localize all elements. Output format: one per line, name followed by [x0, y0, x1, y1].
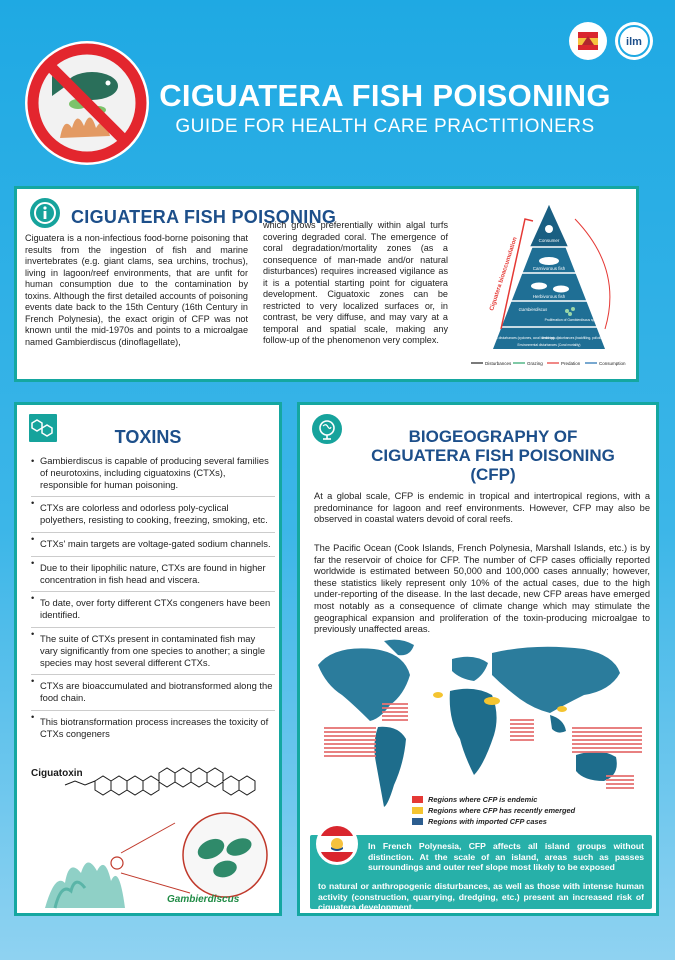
- legend-disturbances: Disturbances: [485, 361, 512, 366]
- svg-text:ilm: ilm: [626, 36, 642, 48]
- gambierdiscus-label: Gambierdiscus: [167, 894, 240, 905]
- list-item: • Due to their lipophilic nature, CTXs are found in higher concentration in fish head and viscera.: [31, 556, 275, 586]
- pyramid-carnivore-label: Carnivorous fish: [532, 266, 566, 271]
- pyramid-environment-label: Environmental disturbances (Coral mortality): [517, 343, 581, 347]
- pyramid-gambierdiscus-label: Gambierdiscus: [518, 307, 548, 312]
- french-polynesia-text-a: In French Polynesia, CFP affects all island groups without distinction. At the scale of an island, areas such as passes surroundings and outer reef slope most likely to be exposed: [368, 841, 644, 872]
- intro-text-col2: which grows preferentially within algal turfs covering degraded coral. The emergence of coral degradation/mortality zones (as a consequence of man-made and/or natural disturbances) requires increased vigilance as it is a potential starting point for ciguatera development. Ciguatoxic zones can be restricted to very localized surfaces or, in contrast, be very diffuse, and may vary at a temporal and spatial scale, making any follow-up of the phenomenon very complex.: [263, 220, 448, 345]
- french-polynesia-emblem-icon: [569, 22, 607, 60]
- ciguatoxin-label: Ciguatoxin: [31, 768, 83, 779]
- info-icon: [27, 195, 63, 231]
- biogeography-panel: [297, 402, 659, 916]
- legend-grazing: Grazing: [527, 361, 543, 366]
- french-polynesia-box: [310, 835, 652, 912]
- pyramid-proliferation-label: Proliferation of Gambierdiscus spp.: [544, 318, 598, 322]
- french-polynesia-text-b: to natural or anthropogenic disturbances, as well as those with intense human activity (construction, quarrying, dredging, etc.) present an increased risk of ciguatera development.: [318, 881, 644, 912]
- list-item: • Gambierdiscus is capable of producing several families of neurotoxins, including ciguatoxins (CTXs), responsible for human poisoning.: [31, 455, 275, 490]
- biogeography-title: BIOGEOGRAPHY OF CIGUATERA FISH POISONING (CFP): [371, 427, 615, 484]
- toxins-title: TOXINS: [114, 427, 182, 447]
- intro-panel: [14, 186, 639, 382]
- pyramid-anthropic-label: Anthropic disturbances (backfilling, pollution…): [541, 336, 609, 340]
- list-item: • This biotransformation process increases the toxicity of CTXs congeners: [31, 710, 275, 740]
- biogeography-paragraph-1: At a global scale, CFP is endemic in tropical and intertropical regions, with a predominance for lagoon and reef environments. However, CFP may also be observed in coastal waters devoid of coral reefs.: [314, 491, 650, 525]
- pyramid-natural-label: Natural disturbances (cyclones, coral bleaching…): [487, 336, 559, 340]
- map-legend: [412, 795, 575, 828]
- legend-item: Regions where CFP is endemic: [412, 795, 575, 804]
- toxins-list: [31, 455, 275, 746]
- legend-item: Regions where CFP has recently emerged: [412, 806, 575, 815]
- no-fish-sign-icon: [22, 38, 152, 168]
- list-item: • The suite of CTXs present in contaminated fish may vary significantly from one species to another; a single species may host several different CTXs.: [31, 627, 275, 668]
- ciguatoxin-illustration: [25, 763, 275, 913]
- legend-item: Regions with imported CFP cases: [412, 817, 575, 826]
- list-item: • CTXs are bioaccumulated and biotransformed along the food chain.: [31, 674, 275, 704]
- legend-consumption: Consumption: [599, 361, 626, 366]
- list-item: • To date, over forty different CTXs congeners have been identified.: [31, 591, 275, 621]
- legend-predation: Predation: [561, 361, 581, 366]
- list-item: • CTXs are colorless and odorless poly-cyclical polyethers, resisting to cooking, freezing, smoking, etc.: [31, 496, 275, 526]
- ilm-institute-icon: [615, 22, 653, 60]
- page-subtitle: GUIDE FOR HEALTH CARE PRACTITIONERS: [175, 116, 595, 137]
- list-item: • CTXs' main targets are voltage-gated sodium channels.: [31, 532, 275, 550]
- pyramid-side-label: Ciguatera bioaccumulation: [489, 236, 519, 312]
- page-title: CIGUATERA FISH POISONING: [159, 78, 611, 113]
- intro-text-col1: Ciguatera is a non-infectious food-borne poisoning that results from the ingestion of fish and marine invertebrates (e.g. giant clams, sea urchins, trochus), living in lagoon/reef environments, that are unfit for human consumption due to the contamination by toxins. Although the first detailed accounts of poisoning events date back to the 15th Century (16th Century in French Polynesia), the exact origin of CFP was not known until the mid-1970s and points to a microalgae named Gambierdiscus (dinoflagellate),: [25, 233, 248, 347]
- pyramid-consumer-label: Consumer: [538, 238, 560, 243]
- bioaccumulation-pyramid: [463, 199, 635, 375]
- biogeography-paragraph-2: The Pacific Ocean (Cook Islands, French Polynesia, Marshall Islands, etc.) is by far the reservoir of choice for CFP. The number of CFP cases officially reported worldwide is estimated between 50,000 and 100,000 cases annually; however, these statistics likely represent only 10% of the actual cases, due to the high under-reporting of the disease. In the last decade, new CFP areas have emerged most notably as a consequence of climate change which may stimulate the geographical expansion and proliferation of the toxin-producing microalgae to previously unaffected areas.: [314, 543, 650, 635]
- toxins-panel: [14, 402, 282, 916]
- pyramid-herbivore-label: Herbivorous fish: [532, 294, 566, 299]
- french-polynesia-flag-icon: [316, 823, 358, 865]
- intro-title: CIGUATERA FISH POISONING: [71, 207, 337, 227]
